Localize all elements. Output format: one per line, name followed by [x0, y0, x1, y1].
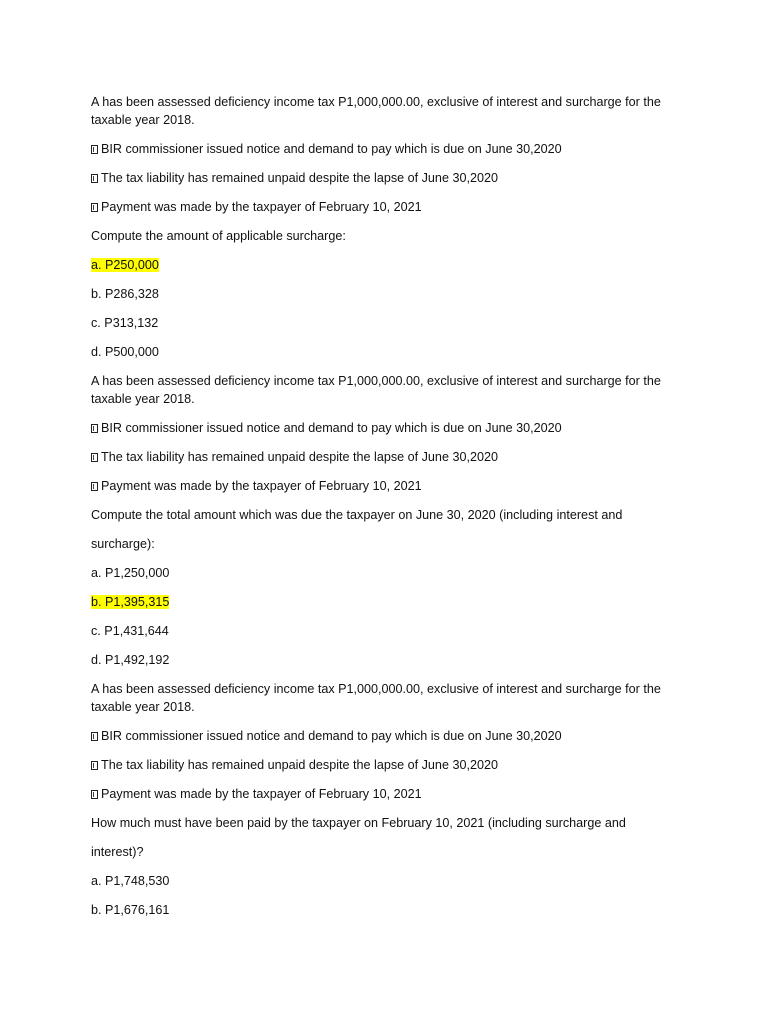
- fact-line: [91, 785, 691, 803]
- question-block-1: [91, 93, 691, 361]
- fact-text: Payment was made by the taxpayer of February 10, 2021: [101, 200, 422, 214]
- choice-d: d. P500,000: [91, 345, 159, 359]
- question-prompt: How much must have been paid by the taxpayer on February 10, 2021 (including surcharge and: [91, 816, 626, 830]
- checkbox-bullet-icon: [91, 790, 98, 799]
- choice-b: b. P1,676,161: [91, 903, 170, 917]
- question-prompt: Compute the total amount which was due the taxpayer on June 30, 2020 (including interest and: [91, 508, 623, 522]
- fact-line: [91, 727, 691, 745]
- choice-b: [91, 593, 691, 611]
- choice-a: [91, 256, 691, 274]
- question-intro: A has been assessed deficiency income tax P1,000,000.00, exclusive of interest and surcharge for the taxable year 2018.: [91, 95, 661, 127]
- highlighted-answer: b. P1,395,315: [91, 595, 170, 609]
- checkbox-bullet-icon: [91, 203, 98, 212]
- choice-b: b. P286,328: [91, 287, 159, 301]
- fact-line: [91, 198, 691, 216]
- choice-d: d. P1,492,192: [91, 653, 170, 667]
- question-block-2: [91, 372, 691, 669]
- checkbox-bullet-icon: [91, 145, 98, 154]
- choice-c: c. P1,431,644: [91, 624, 169, 638]
- fact-text: BIR commissioner issued notice and demand to pay which is due on June 30,2020: [101, 421, 562, 435]
- fact-line: [91, 477, 691, 495]
- highlighted-answer: a. P250,000: [91, 258, 159, 272]
- fact-line: [91, 756, 691, 774]
- document-content: [91, 93, 691, 930]
- question-prompt-continued: interest)?: [91, 845, 144, 859]
- choice-c: c. P313,132: [91, 316, 159, 330]
- fact-line: [91, 448, 691, 466]
- checkbox-bullet-icon: [91, 453, 98, 462]
- fact-text: Payment was made by the taxpayer of February 10, 2021: [101, 479, 422, 493]
- question-block-3: [91, 680, 691, 919]
- question-prompt: Compute the amount of applicable surcharge:: [91, 229, 346, 243]
- choice-a: a. P1,748,530: [91, 874, 170, 888]
- checkbox-bullet-icon: [91, 732, 98, 741]
- fact-text: The tax liability has remained unpaid despite the lapse of June 30,2020: [101, 758, 498, 772]
- fact-text: BIR commissioner issued notice and demand to pay which is due on June 30,2020: [101, 729, 562, 743]
- question-intro: A has been assessed deficiency income tax P1,000,000.00, exclusive of interest and surcharge for the taxable year 2018.: [91, 374, 661, 406]
- question-intro: A has been assessed deficiency income tax P1,000,000.00, exclusive of interest and surcharge for the taxable year 2018.: [91, 682, 661, 714]
- question-prompt-continued: surcharge):: [91, 537, 155, 551]
- checkbox-bullet-icon: [91, 424, 98, 433]
- fact-line: [91, 169, 691, 187]
- fact-text: The tax liability has remained unpaid despite the lapse of June 30,2020: [101, 171, 498, 185]
- fact-text: BIR commissioner issued notice and demand to pay which is due on June 30,2020: [101, 142, 562, 156]
- checkbox-bullet-icon: [91, 482, 98, 491]
- fact-line: [91, 140, 691, 158]
- fact-line: [91, 419, 691, 437]
- checkbox-bullet-icon: [91, 761, 98, 770]
- choice-a: a. P1,250,000: [91, 566, 170, 580]
- fact-text: The tax liability has remained unpaid despite the lapse of June 30,2020: [101, 450, 498, 464]
- checkbox-bullet-icon: [91, 174, 98, 183]
- fact-text: Payment was made by the taxpayer of February 10, 2021: [101, 787, 422, 801]
